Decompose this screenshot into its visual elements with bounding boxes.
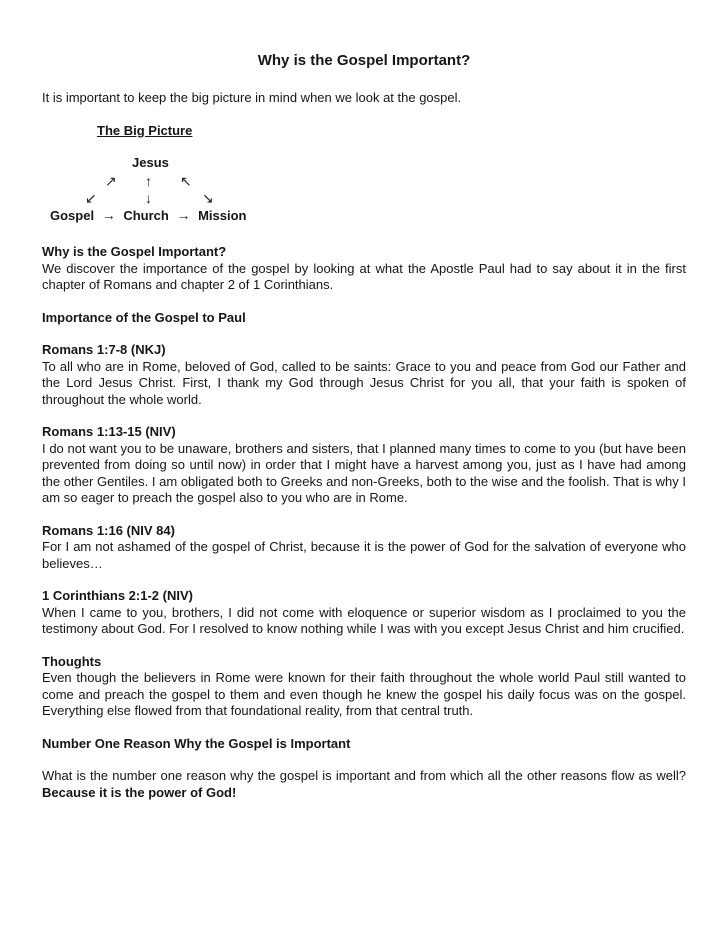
arrow-ne-icon: ↗ <box>105 173 117 189</box>
section-heading: 1 Corinthians 2:1-2 (NIV) <box>42 588 193 603</box>
jesus-label: Jesus <box>132 155 169 170</box>
closing-emphasis: Because it is the power of God! <box>42 784 237 800</box>
section-body: When I came to you, brothers, I did not come with eloquence or superior wisdom as I proclaimed to you the testimony about God. For I resolved to know nothing while I was with you except Jesus Christ and him crucified. <box>42 604 686 636</box>
document-title: Why is the Gospel Important? <box>257 52 471 69</box>
section-body: For I am not ashamed of the gospel of Christ, because it is the power of God for the salvation of everyone who believes… <box>42 539 686 571</box>
church-label: Church <box>123 208 169 223</box>
arrow-up-icon: ↑ <box>145 173 152 189</box>
intro-paragraph: It is important to keep the big picture in mind when we look at the gospel. <box>42 90 462 105</box>
arrow-down-icon: ↓ <box>145 190 152 206</box>
section-heading: Number One Reason Why the Gospel is Important <box>42 735 351 751</box>
section-heading: Why is the Gospel Important? <box>42 244 227 259</box>
gospel-church-mission-line <box>42 207 686 225</box>
gospel-label: Gospel <box>50 208 95 223</box>
section-romans-1-7-8 <box>42 342 686 408</box>
section-romans-1-16 <box>42 523 686 573</box>
section-thoughts <box>42 654 686 720</box>
arrow-nw-icon: ↖ <box>180 173 192 189</box>
arrow-right-icon: → <box>101 207 116 223</box>
section-number-one-reason <box>42 736 686 753</box>
section-heading: Thoughts <box>42 653 102 669</box>
diagram-row-lower-arrows <box>42 190 686 207</box>
section-body: I do not want you to be unaware, brothers and sisters, that I planned many times to come to you (but have been prevented from doing so until now) in order that I might have a harvest among you, just as I have had among the other Gentiles. I am obligated both to Greeks and non-Greeks, both to the wise and the foolish. That is why I am so eager to preach the gospel also to you who are in Rome. <box>42 440 686 505</box>
arrow-sw-icon: ↙ <box>85 190 97 206</box>
arrow-se-icon: ↘ <box>202 190 214 206</box>
section-romans-1-13-15 <box>42 424 686 507</box>
section-heading: Romans 1:7-8 (NKJ) <box>42 342 166 357</box>
diagram-row-jesus <box>42 155 686 173</box>
section-why-gospel-important <box>42 244 686 294</box>
section-heading: Romans 1:13-15 (NIV) <box>42 424 176 439</box>
section-heading: Romans 1:16 (NIV 84) <box>42 522 175 538</box>
arrow-right-icon: → <box>176 207 191 223</box>
diagram-row-upper-arrows <box>42 173 686 190</box>
section-importance-to-paul <box>42 310 686 327</box>
big-picture-heading: The Big Picture <box>97 122 193 138</box>
section-body: Even though the believers in Rome were known for their faith throughout the whole world Paul still wanted to come and preach the gospel to them and even though he knew the gospel his daily focus was on the gospel. Everything else flowed from that foundational reality, from that central truth. <box>42 670 686 718</box>
closing-question: What is the number one reason why the gospel is important and from which all the other reasons flow as well? <box>42 768 686 783</box>
closing-paragraph <box>42 768 686 801</box>
big-picture-diagram <box>42 155 686 225</box>
section-1-corinthians-2-1-2 <box>42 588 686 638</box>
section-body: We discover the importance of the gospel by looking at what the Apostle Paul had to say about it in the first chapter of Romans and chapter 2 of 1 Corinthians. <box>42 260 686 292</box>
mission-label: Mission <box>198 208 247 223</box>
section-body: To all who are in Rome, beloved of God, called to be saints: Grace to you and peace from God our Father and the Lord Jesus Christ. First, I thank my God through Jesus Christ for you all, that your faith is spoken of throughout the whole world. <box>42 358 686 407</box>
section-heading: Importance of the Gospel to Paul <box>42 309 246 325</box>
